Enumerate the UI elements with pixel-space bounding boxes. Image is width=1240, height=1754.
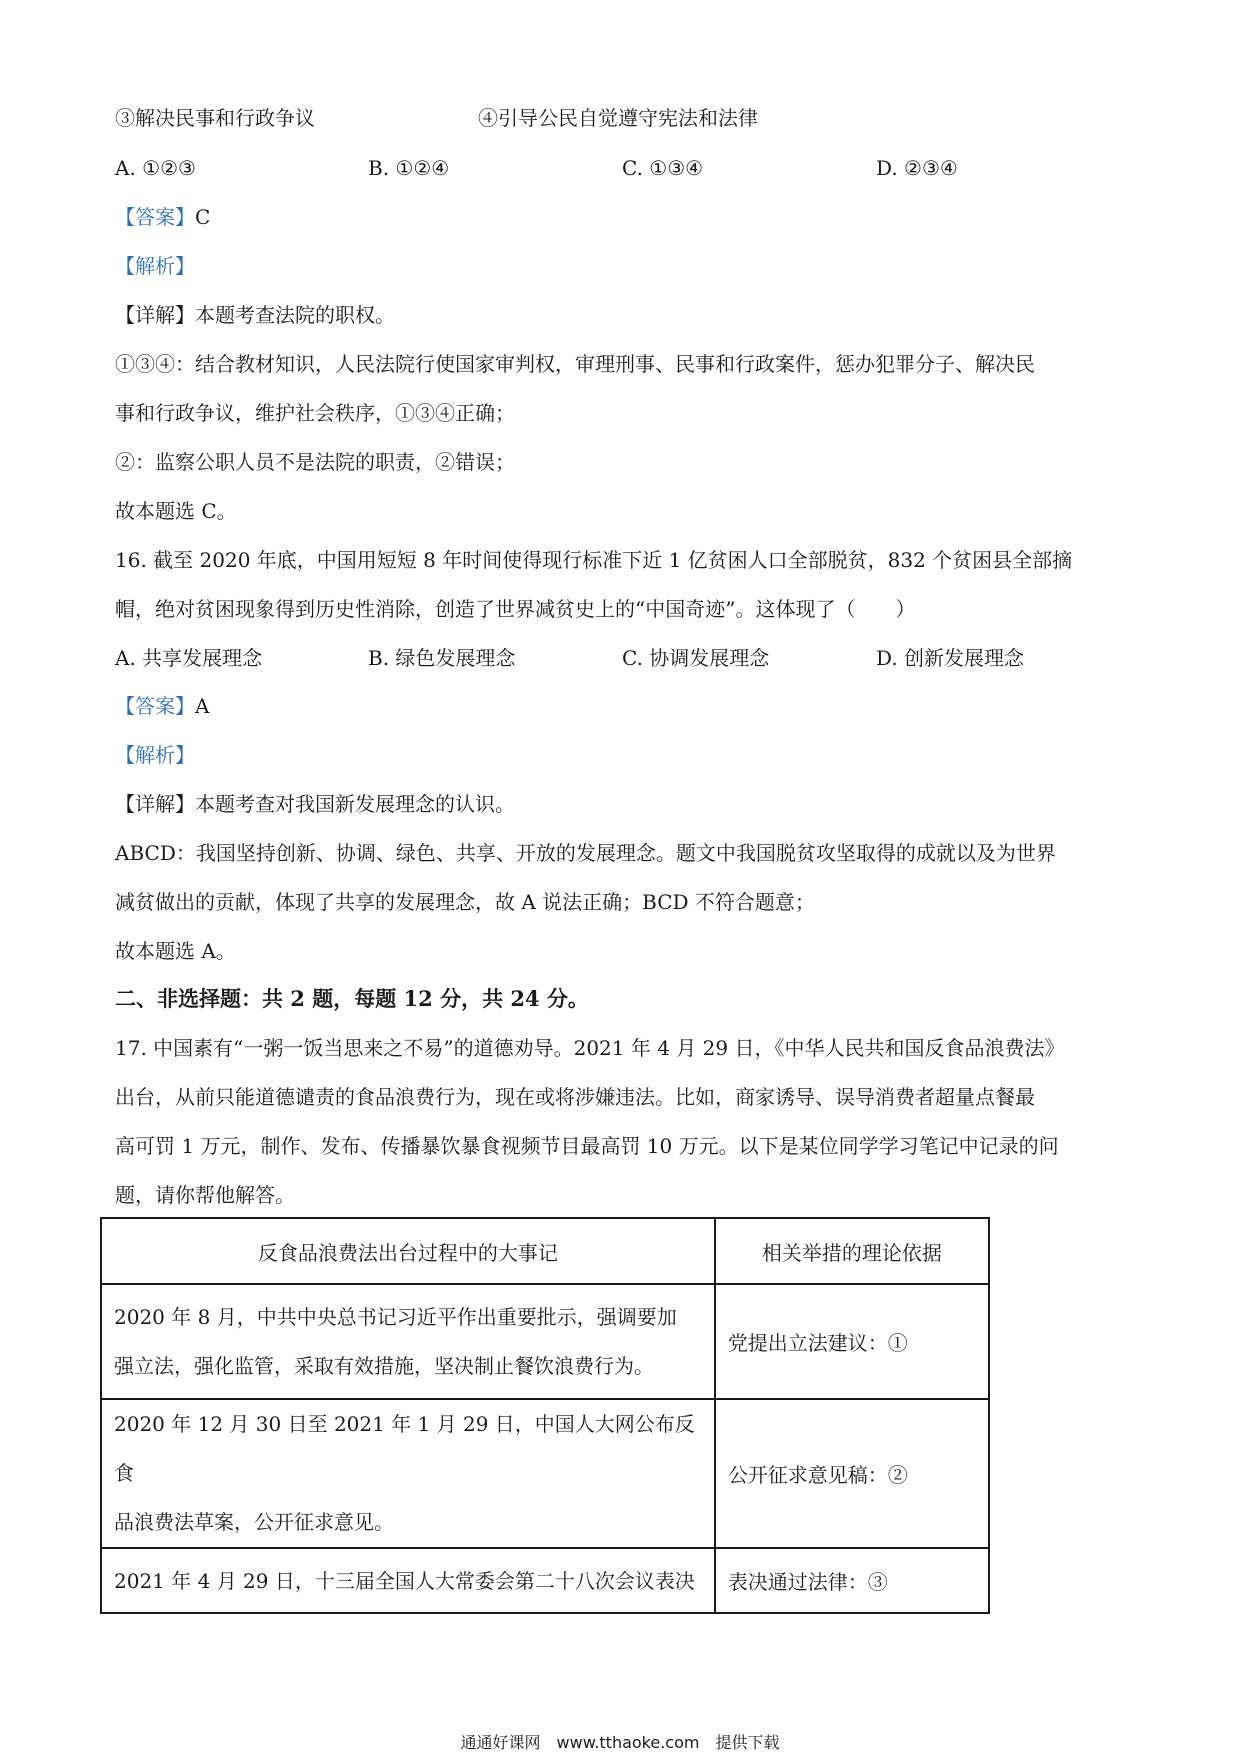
conclusion-line: 故本题选 C。 — [115, 499, 237, 523]
explanation-line: 减贫做出的贡献，体现了共享的发展理念，故 A 说法正确；BCD 不符合题意； — [115, 890, 815, 914]
header-events: 反食品浪费法出台过程中的大事记 — [101, 1218, 715, 1284]
header-basis: 相关举措的理论依据 — [715, 1218, 989, 1284]
explanation-line: ②：监察公职人员不是法院的职责，②错误； — [115, 450, 515, 474]
choice-c: C. 协调发展理念 — [622, 646, 770, 670]
choice-b: B. ①②④ — [368, 156, 450, 180]
conclusion-line: 故本题选 A。 — [115, 939, 236, 963]
basis-cell: 表决通过法律：③ — [715, 1548, 989, 1613]
explanation-line: 事和行政争议，维护社会秩序，①③④正确； — [115, 401, 515, 425]
detail-line: 【详解】本题考查法院的职权。 — [115, 303, 395, 327]
question-stem-line: 高可罚 1 万元，制作、发布、传播暴饮暴食视频节目最高罚 10 万元。以下是某位同学学习笔记中记录的问 — [115, 1134, 1059, 1158]
event-cell: 2020 年 12 月 30 日至 2021 年 1 月 29 日，中国人大网公布反食 品浪费法草案，公开征求意见。 — [101, 1399, 715, 1548]
question-stem-line: 出台，从前只能道德谴责的食品浪费行为，现在或将涉嫌违法。比如，商家诱导、误导消费者超量点餐最 — [115, 1085, 1035, 1109]
explanation-line: ABCD：我国坚持创新、协调、绿色、共享、开放的发展理念。题文中我国脱贫攻坚取得的成就以及为世界 — [115, 841, 1056, 865]
answer-line — [115, 692, 209, 720]
event-cell: 2020 年 8 月，中共中央总书记习近平作出重要批示，强调要加 强立法，强化监管，采取有效措施，坚决制止餐饮浪费行为。 — [101, 1284, 715, 1399]
choice-d: D. ②③④ — [876, 156, 958, 180]
answer-line — [115, 203, 210, 231]
table-row — [101, 1284, 989, 1399]
choice-d: D. 创新发展理念 — [876, 646, 1025, 670]
basis-cell: 党提出立法建议：① — [715, 1284, 989, 1399]
option-3-text: ③解决民事和行政争议 — [115, 106, 315, 130]
answer-value: C — [195, 205, 211, 229]
event-cell: 2021 年 4 月 29 日，十三届全国人大常委会第二十八次会议表决 — [101, 1548, 715, 1613]
choice-b: B. 绿色发展理念 — [368, 646, 516, 670]
study-notes-table — [100, 1217, 990, 1614]
option-4-text: ④引导公民自觉遵守宪法和法律 — [478, 106, 758, 130]
section-heading: 二、非选择题：共 2 题，每题 12 分，共 24 分。 — [115, 986, 589, 1011]
question-stem-line: 帽，绝对贫困现象得到历史性消除，创造了世界减贫史上的“中国奇迹”。这体现了（ ） — [115, 597, 916, 621]
answer-tag: 【答案】 — [115, 694, 195, 718]
question-stem-line: 16. 截至 2020 年底，中国用短短 8 年时间使得现行标准下近 1 亿贫困人口全部脱贫，832 个贫困县全部摘 — [115, 548, 1073, 572]
answer-tag: 【答案】 — [115, 205, 195, 229]
footer-credit: 通通好课网 www.tthaoke.com 提供下载 — [460, 1733, 780, 1752]
analysis-tag: 【解析】 — [115, 743, 195, 767]
analysis-tag: 【解析】 — [115, 254, 195, 278]
answer-value: A — [195, 694, 210, 718]
table-row — [101, 1399, 989, 1548]
question-stem-line: 题，请你帮他解答。 — [115, 1183, 295, 1207]
explanation-line: ①③④：结合教材知识，人民法院行使国家审判权，审理刑事、民事和行政案件，惩办犯罪分子、解决民 — [115, 352, 1035, 376]
table-row — [101, 1548, 989, 1613]
choice-c: C. ①③④ — [622, 156, 704, 180]
basis-cell: 公开征求意见稿：② — [715, 1399, 989, 1548]
table-header-row — [101, 1218, 989, 1284]
detail-line: 【详解】本题考查对我国新发展理念的认识。 — [115, 792, 515, 816]
choice-a: A. 共享发展理念 — [115, 646, 263, 670]
choice-a: A. ①②③ — [115, 156, 196, 180]
question-stem-line: 17. 中国素有“一粥一饭当思来之不易”的道德劝导。2021 年 4 月 29 日，《中华人民共和国反食品浪费法》 — [115, 1036, 1065, 1060]
